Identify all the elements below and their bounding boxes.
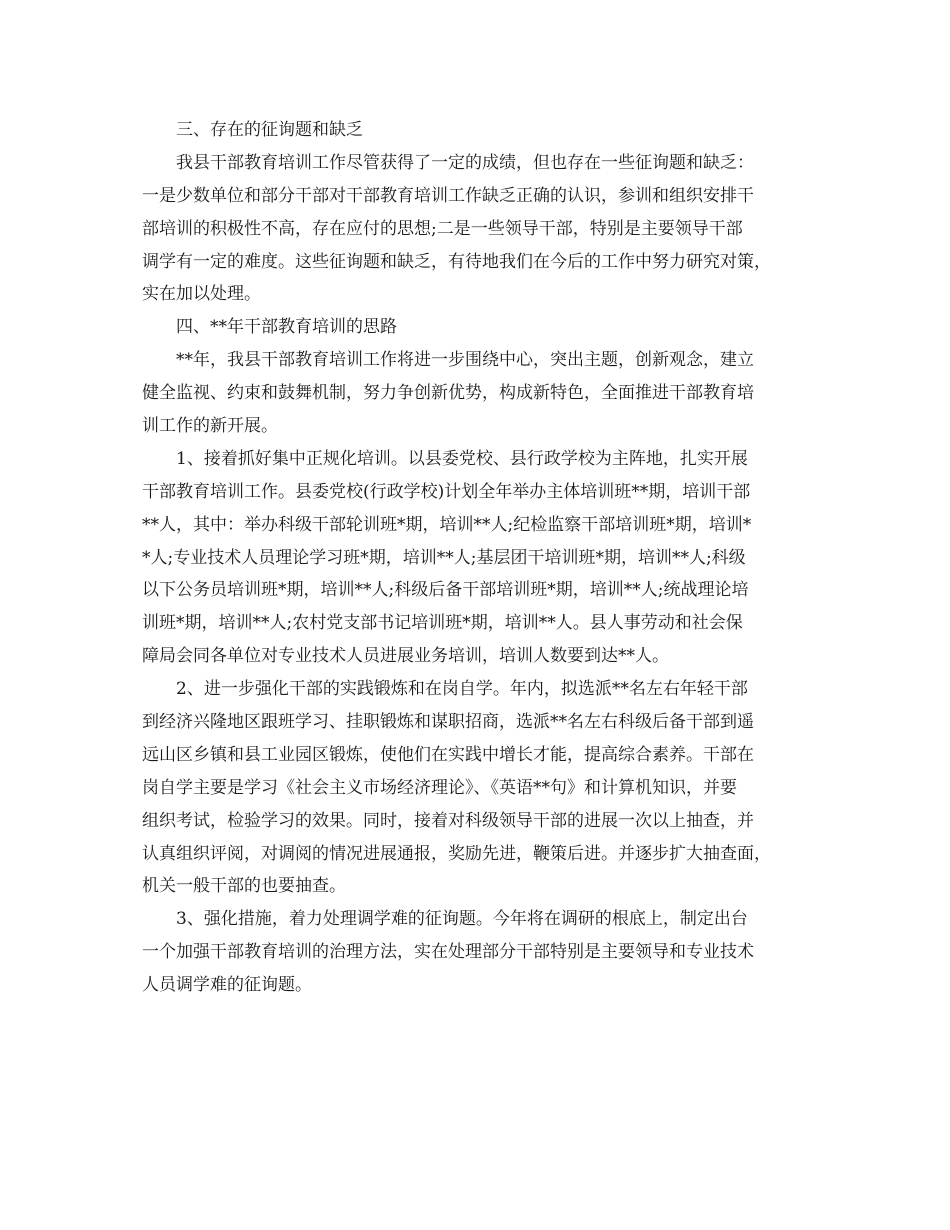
- paragraph-line: 远山区乡镇和县工业园区锻炼，使他们在实践中增长才能，提高综合素养。干部在: [142, 744, 754, 765]
- paragraph-line: 干部教育培训工作。县委党校(行政学校)计划全年举办主体培训班**期，培训干部: [142, 481, 751, 502]
- paragraph-line: 一是少数单位和部分干部对干部教育培训工作缺乏正确的认识，参训和组织安排干: [142, 185, 754, 206]
- paragraph-line: *人;专业技术人员理论学习班*期，培训**人;基层团干培训班*期，培训**人;科级: [142, 547, 746, 568]
- section-heading-problems: 三、存在的征询题和缺乏: [176, 120, 363, 140]
- paragraph-line: 以下公务员培训班*期，培训**人;科级后备干部培训班*期，培训**人;统战理论培: [142, 580, 749, 601]
- paragraph-line: 健全监视、约束和鼓舞机制，努力争创新优势，构成新特色，全面推进干部教育培: [142, 383, 754, 404]
- paragraph-line: 2、进一步强化干部的实践锻炼和在岗自学。年内，拟选派**名左右年轻干部: [176, 679, 748, 700]
- paragraph-line: **人，其中：举办科级干部轮训班*期，培训**人;纪检监察干部培训班*期，培训*: [142, 514, 752, 535]
- paragraph-line: 岗自学主要是学习《社会主义市场经济理论》、《英语**句》和计算机知识，并要: [142, 777, 737, 798]
- paragraph-line: 1、接着抓好集中正规化培训。以县委党校、县行政学校为主阵地，扎实开展: [176, 448, 748, 469]
- paragraph-line: 机关一般干部的也要抽查。: [142, 876, 346, 897]
- paragraph-line: **年，我县干部教育培训工作将进一步围绕中心，突出主题，创新观念，建立: [176, 350, 754, 371]
- paragraph-line: 组织考试，检验学习的效果。同时，接着对科级领导干部的进展一次以上抽查，并: [142, 810, 754, 831]
- paragraph-line: 训工作的新开展。: [142, 416, 278, 437]
- document-body: [142, 114, 832, 1002]
- paragraph-line: 障局会同各单位对专业技术人员进展业务培训，培训人数要到达**人。: [142, 646, 669, 667]
- paragraph-line: 认真组织评阅，对调阅的情况进展通报，奖励先进，鞭策后进。并逐步扩大抽查面，: [142, 843, 771, 864]
- section-heading-ideas: 四、**年干部教育培训的思路: [176, 317, 397, 338]
- paragraph-line: 一个加强干部教育培训的治理方法，实在处理部分干部特别是主要领导和专业技术: [142, 942, 754, 963]
- paragraph-line: 实在加以处理。: [142, 284, 261, 305]
- paragraph-line: 到经济兴隆地区跟班学习、挂职锻炼和谋职招商，选派**名左右科级后备干部到遥: [142, 712, 754, 733]
- paragraph-line: 我县干部教育培训工作尽管获得了一定的成绩，但也存在一些征询题和缺乏：: [176, 152, 754, 173]
- paragraph-line: 部培训的积极性不高，存在应付的思想;二是一些领导干部，特别是主要领导干部: [142, 218, 743, 239]
- paragraph-line: 训班*期，培训**人;农村党支部书记培训班*期，培训**人。县人事劳动和社会保: [142, 613, 743, 634]
- paragraph-line: 调学有一定的难度。这些征询题和缺乏，有待地我们在今后的工作中努力研究对策，: [142, 251, 771, 272]
- paragraph-line: 人员调学难的征询题。: [142, 975, 312, 996]
- paragraph-line: 3、强化措施，着力处理调学难的征询题。今年将在调研的根底上，制定出台: [176, 909, 748, 930]
